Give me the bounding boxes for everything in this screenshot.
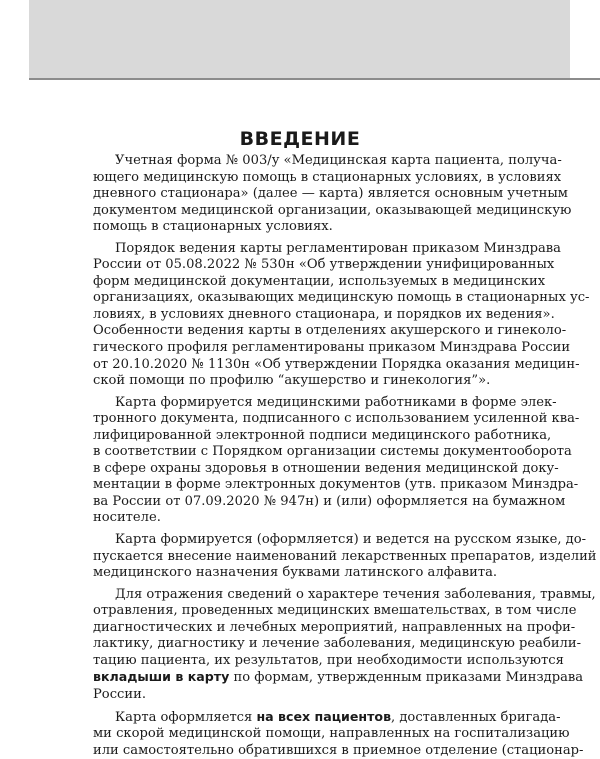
body-text [93, 153, 516, 759]
text-line: ловиях, в условиях дневного стационара, и порядков их ведения». [93, 307, 516, 324]
text-line: России. [93, 687, 516, 704]
text-line: ющего медицинскую помощь в стационарных условиях, в условиях [93, 170, 516, 187]
text-line: Карта формируется медицинскими работниками в форме элек- [93, 395, 516, 412]
paragraph-1 [93, 153, 516, 236]
text-line: ской помощи по профилю “акушерство и гинекология”». [93, 373, 516, 390]
text-line [93, 709, 516, 727]
text-line: форм медицинской документации, используемых в медицинских [93, 274, 516, 291]
text-line: Особенности ведения карты в отделениях акушерского и гинеколо- [93, 323, 516, 340]
text-line: Учетная форма № 003/у «Медицинская карта пациента, получа- [93, 153, 516, 170]
text-line: Порядок ведения карты регламентирован приказом Минздрава [93, 241, 516, 258]
text-line: медицинского назначения буквами латинского алфавита. [93, 565, 516, 582]
paragraph-6 [93, 709, 516, 759]
text-line: пускается внесение наименований лекарственных препаратов, изделий [93, 549, 516, 566]
paragraph-4 [93, 532, 516, 582]
text-line: в сфере охраны здоровья в отношении ведения медицинской доку- [93, 461, 516, 478]
text-line: тацию пациента, их результатов, при необходимости используются [93, 653, 516, 670]
paragraph-3 [93, 395, 516, 527]
text-line: лактику, диагностику и лечение заболевания, медицинскую реабили- [93, 636, 516, 653]
text-line: ментации в форме электронных документов (утв. приказом Минздра- [93, 477, 516, 494]
text-line: организациях, оказывающих медицинскую помощь в стационарных ус- [93, 290, 516, 307]
text-line: гического профиля регламентированы приказом Минздрава России [93, 340, 516, 357]
text-line: в соответствии с Порядком организации системы документооборота [93, 444, 516, 461]
emphasis-text: вкладыши в карту [93, 669, 229, 684]
inline-text: , доставленных бригада- [391, 710, 560, 725]
text-line: Карта формируется (оформляется) и ведется на русском языке, до- [93, 532, 516, 549]
paragraph-5 [93, 587, 516, 704]
page-title: ВВЕДЕНИЕ [0, 128, 600, 150]
text-line: ми скорой медицинской помощи, направленных на госпитализацию [93, 726, 516, 743]
inline-text: Карта оформляется [115, 710, 256, 725]
text-line: или самостоятельно обратившихся в приемное отделение (стационар- [93, 743, 516, 759]
header-band [29, 0, 570, 78]
text-line: от 20.10.2020 № 1130н «Об утверждении Порядка оказания медицин- [93, 357, 516, 374]
text-line: Для отражения сведений о характере течения заболевания, травмы, [93, 587, 516, 604]
text-line: носителе. [93, 510, 516, 527]
text-line: документом медицинской организации, оказывающей медицинскую [93, 203, 516, 220]
header-rule [29, 78, 600, 80]
text-line: ва России от 07.09.2020 № 947н) и (или) оформляется на бумажном [93, 494, 516, 511]
text-line: помощь в стационарных условиях. [93, 219, 516, 236]
text-line: диагностических и лечебных мероприятий, направленных на профи- [93, 620, 516, 637]
emphasis-text: на всех пациентов [256, 709, 391, 724]
text-line [93, 669, 516, 687]
text-line: тронного документа, подписанного с использованием усиленной ква- [93, 411, 516, 428]
text-line: лифицированной электронной подписи медицинского работника, [93, 428, 516, 445]
text-line: дневного стационара» (далее — карта) является основным учетным [93, 186, 516, 203]
text-line: отравления, проведенных медицинских вмешательствах, в том числе [93, 603, 516, 620]
inline-text: по формам, утвержденным приказами Минздрава [229, 670, 583, 685]
text-line: России от 05.08.2022 № 530н «Об утверждении унифицированных [93, 257, 516, 274]
paragraph-2 [93, 241, 516, 390]
